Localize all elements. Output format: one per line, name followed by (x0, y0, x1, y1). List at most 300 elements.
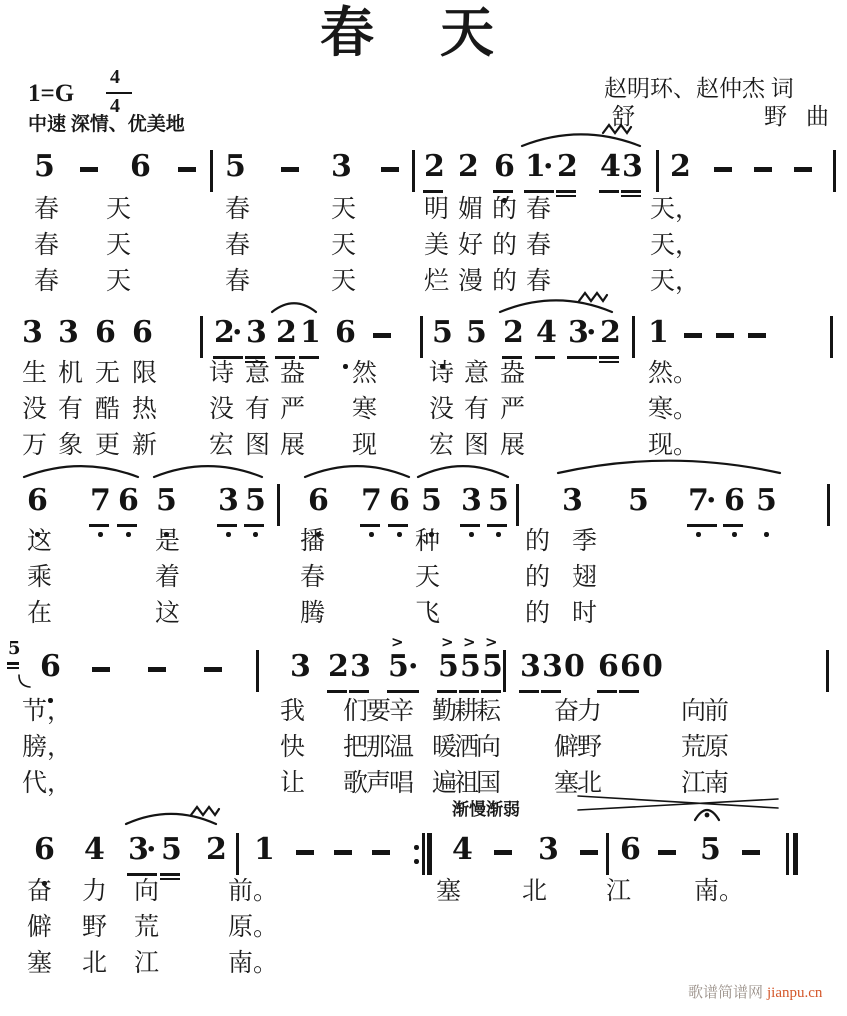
barline (833, 150, 836, 192)
note-number: 5 (438, 649, 459, 684)
dash-note (80, 167, 98, 172)
note (562, 483, 584, 520)
barline (210, 150, 213, 192)
note (648, 315, 670, 352)
note (90, 483, 112, 520)
lyric-char: 天 (106, 268, 132, 295)
dash-note (794, 167, 812, 172)
duration-underline (459, 690, 479, 693)
hairpin-mark (578, 794, 778, 814)
barline (516, 484, 519, 526)
note (438, 633, 460, 686)
lyric-char: 的 (525, 564, 551, 591)
note-number: 2 (600, 315, 621, 350)
note-number: 7 (361, 483, 382, 518)
duration-underline (387, 690, 407, 693)
slur-mark (303, 462, 411, 477)
note-number: 5 (700, 832, 721, 867)
duration-underline (160, 873, 180, 876)
note (308, 483, 330, 520)
duration-underline (145, 873, 157, 876)
watermark-url: jianpu.cn (767, 985, 823, 1001)
lyric-char: 无 (95, 360, 121, 387)
lyric-char: 万 (22, 432, 48, 459)
lyric-char: 耘 (476, 698, 502, 725)
note-number: 4 (600, 149, 621, 184)
note (335, 315, 357, 352)
tempo-expression: 中速 深情、优美地 (28, 114, 185, 135)
lyric-char: 北 (522, 878, 548, 905)
rest-note (642, 649, 664, 686)
note (245, 483, 267, 520)
lyric-char: 温 (389, 734, 415, 761)
note-number: · (232, 315, 243, 350)
lyric-char: 勤 (432, 698, 458, 725)
lyric-char: 没 (22, 396, 48, 423)
note-number: 3 (22, 315, 43, 350)
lyric-char: 的 (525, 600, 551, 627)
dash-note (296, 850, 314, 855)
lyric-char: 辛 (389, 698, 415, 725)
note (628, 483, 650, 520)
note-number: 2 (458, 149, 479, 184)
note (700, 832, 722, 869)
note (328, 649, 350, 686)
lyric-char: 天 (331, 268, 357, 295)
barline (656, 150, 659, 192)
lyric-char: 僻 (27, 914, 53, 941)
lyric-char: 声 (366, 770, 392, 797)
note-number: 6 (40, 649, 61, 684)
note (458, 149, 480, 186)
note (408, 649, 430, 686)
note (494, 149, 516, 186)
duration-underline (619, 690, 639, 693)
duration-underline (535, 356, 555, 359)
note-number: 5 (482, 649, 503, 684)
note-number: 5 (488, 483, 509, 518)
lyric-char: 严 (500, 396, 526, 423)
note-number: 3 (622, 149, 643, 184)
note (331, 149, 353, 186)
note-number: 3 (461, 483, 482, 518)
note (95, 315, 117, 352)
note-number: · (706, 483, 717, 518)
low-octave-dot (764, 532, 769, 537)
lyric-char: 江 (134, 950, 160, 977)
lyric-char: 有 (464, 396, 490, 423)
time-sig-numerator: 4 (110, 66, 120, 88)
note-number: · (543, 149, 554, 184)
duration-underline (481, 690, 501, 693)
barline (503, 650, 506, 692)
lyric-char: 寒。 (648, 396, 699, 423)
lyric-char: 是 (155, 528, 181, 555)
duration-underline (621, 190, 641, 193)
note-number: 5 (756, 483, 777, 518)
lyric-char: 洒 (454, 734, 480, 761)
lyric-char: 乘 (27, 564, 53, 591)
note-number: 5 (225, 149, 246, 184)
barline (827, 484, 830, 526)
lyric-char: 要 (366, 698, 392, 725)
low-octave-dot (397, 532, 402, 537)
lyric-char: 烂 (424, 268, 450, 295)
lyric-char: 春 (526, 196, 552, 223)
lyric-char: 天 (415, 564, 441, 591)
dash-note (334, 850, 352, 855)
lyric-char: 盎 (280, 360, 306, 387)
lyric-char: 图 (245, 432, 271, 459)
lyric-char: 节， (22, 698, 73, 725)
lyric-char: 天 (331, 196, 357, 223)
barline (632, 316, 635, 358)
lyric-char: 向 (476, 734, 502, 761)
note (724, 483, 746, 520)
note (520, 649, 542, 686)
lyric-char: 春 (526, 268, 552, 295)
low-octave-dot (253, 532, 258, 537)
note (246, 315, 268, 352)
low-octave-dot (469, 532, 474, 537)
duration-underline (493, 190, 513, 193)
lyric-char: 媚 (458, 196, 484, 223)
duration-underline (541, 690, 561, 693)
lyric-char: 向 (134, 878, 160, 905)
barline (277, 484, 280, 526)
note-number: 6 (308, 483, 329, 518)
dynamics-label: 渐慢渐弱 (452, 800, 520, 819)
time-signature-bar (106, 92, 132, 94)
lyric-char: 北 (82, 950, 108, 977)
duration-underline (117, 524, 137, 527)
lyric-char: 意 (464, 360, 490, 387)
duration-underline (423, 190, 443, 193)
song-title-char: 天 (440, 3, 494, 63)
note-number: 5 (432, 315, 453, 350)
repeat-barline (414, 833, 432, 875)
lyric-char: 天， (650, 232, 701, 259)
lyric-char: 奋 (27, 878, 53, 905)
duration-underline (621, 195, 641, 198)
lyric-char: 飞 (415, 600, 441, 627)
song-title-char: 春 (320, 3, 374, 63)
note (350, 649, 372, 686)
lyric-char: 天 (106, 196, 132, 223)
duration-underline (127, 873, 147, 876)
low-octave-dot (496, 532, 501, 537)
mordent-mark (190, 804, 220, 818)
note-number: 3 (542, 649, 563, 684)
lyric-char: 好 (458, 232, 484, 259)
lyric-char: 奋 (554, 698, 580, 725)
dash-note (684, 333, 702, 338)
slur-mark (416, 462, 510, 477)
lyric-char: 南 (704, 770, 730, 797)
note-number: 6 (95, 315, 116, 350)
note (276, 315, 298, 352)
note-number: 1 (525, 149, 546, 184)
note-number: · (146, 832, 157, 867)
duration-underline (7, 667, 19, 670)
lyric-char: 没 (429, 396, 455, 423)
note-number: 6 (389, 483, 410, 518)
slur-mark (556, 456, 782, 473)
barline (412, 150, 415, 192)
note-number: 5 (628, 483, 649, 518)
dash-note (754, 167, 772, 172)
note (482, 633, 504, 686)
note-number: 2 (424, 149, 445, 184)
note-number: 2 (328, 649, 349, 684)
duration-underline (231, 356, 243, 359)
note-number: 3 (58, 315, 79, 350)
lyric-char: 耕 (454, 698, 480, 725)
lyric-char: 然。 (648, 360, 699, 387)
dash-note (281, 167, 299, 172)
accent-mark: > (485, 633, 498, 651)
lyric-char: 着 (155, 564, 181, 591)
note (34, 149, 56, 186)
duration-underline (244, 524, 264, 527)
note (452, 832, 474, 869)
note (620, 832, 642, 869)
note (27, 483, 49, 520)
duration-underline (245, 356, 265, 359)
duration-underline (388, 524, 408, 527)
note (206, 832, 228, 869)
lyric-char: 天， (650, 268, 701, 295)
lyric-char: 那 (366, 734, 392, 761)
note (421, 483, 443, 520)
note-number: 3 (520, 649, 541, 684)
lyric-char: 腾 (300, 600, 326, 627)
barline (826, 650, 829, 692)
lyric-char: 这 (27, 528, 53, 555)
dash-note (148, 667, 166, 672)
note-number: 0 (642, 649, 663, 684)
mordent-mark (602, 122, 632, 136)
lyric-char: 诗 (429, 360, 455, 387)
note (300, 315, 322, 352)
note-number: 4 (452, 832, 473, 867)
duration-underline (213, 356, 233, 359)
lyric-char: 野 (82, 914, 108, 941)
duration-underline (299, 356, 319, 359)
note-number: 3 (350, 649, 371, 684)
lyric-char: 种 (415, 528, 441, 555)
lyric-char: 前 (704, 698, 730, 725)
lyric-char: 有 (245, 396, 271, 423)
dash-note (92, 667, 110, 672)
note (600, 149, 622, 186)
lyric-char: 力 (577, 698, 603, 725)
note-number: 6 (620, 649, 641, 684)
lyric-char: 僻 (554, 734, 580, 761)
note-number: 6 (724, 483, 745, 518)
note (34, 832, 56, 869)
duration-underline (7, 662, 19, 665)
note (536, 315, 558, 352)
lyric-char: 春 (225, 196, 251, 223)
note-number: 6 (335, 315, 356, 350)
lyric-char: 的 (525, 528, 551, 555)
lyric-char: 唱 (389, 770, 415, 797)
lyric-char: 南。 (228, 950, 279, 977)
duration-underline (599, 356, 619, 359)
slur-mark (152, 462, 264, 477)
key-signature: 1=G (28, 80, 75, 107)
lyric-char: 们 (343, 698, 369, 725)
lyric-char: 限 (132, 360, 158, 387)
lyric-char: 盎 (500, 360, 526, 387)
barline (256, 650, 259, 692)
note-number: 1 (300, 315, 321, 350)
note-number: 2 (206, 832, 227, 867)
lyric-char: 遍 (432, 770, 458, 797)
lyric-char: 更 (95, 432, 121, 459)
time-sig-denominator: 4 (110, 95, 120, 117)
slur-mark (270, 300, 318, 312)
note-number: 6 (34, 832, 55, 867)
note-number: 7 (90, 483, 111, 518)
note-number: 6 (494, 149, 515, 184)
barline (236, 833, 239, 875)
note (542, 649, 564, 686)
note (156, 483, 178, 520)
note-number: 5 (421, 483, 442, 518)
note (225, 149, 247, 186)
dash-note (373, 333, 391, 338)
note (218, 483, 240, 520)
note-number: 6 (620, 832, 641, 867)
duration-underline (160, 878, 180, 881)
duration-underline (275, 356, 295, 359)
note-number: 2 (670, 149, 691, 184)
duration-underline (556, 195, 576, 198)
lyric-char: 没 (209, 396, 235, 423)
dash-note (658, 850, 676, 855)
lyric-char: 江 (606, 878, 632, 905)
note (460, 633, 482, 686)
note (620, 649, 642, 686)
duration-underline (327, 690, 347, 693)
duration-underline (599, 361, 619, 364)
lyric-char: 把 (343, 734, 369, 761)
dash-note (204, 667, 222, 672)
note-number: 5 (8, 638, 21, 659)
lyric-char: 江 (681, 770, 707, 797)
note (58, 315, 80, 352)
lyric-char: 现。 (648, 432, 699, 459)
note (488, 483, 510, 520)
lyric-char: 天， (650, 196, 701, 223)
barline (420, 316, 423, 358)
lyric-char: 膀， (22, 734, 73, 761)
duration-underline (585, 356, 597, 359)
duration-underline (437, 690, 457, 693)
note-number: 3 (331, 149, 352, 184)
lyric-char: 在 (27, 600, 53, 627)
duration-underline (407, 690, 419, 693)
note-number: 3 (290, 649, 311, 684)
lyric-char: 荒 (134, 914, 160, 941)
low-octave-dot (226, 532, 231, 537)
note (361, 483, 383, 520)
lyric-char: 我 (280, 698, 306, 725)
note-number: · (408, 649, 419, 684)
note-number: 6 (132, 315, 153, 350)
lyric-char: 国 (476, 770, 502, 797)
note (432, 315, 454, 352)
duration-underline (487, 524, 507, 527)
ghook-mark (16, 674, 46, 688)
lyric-char: 漫 (458, 268, 484, 295)
duration-underline (542, 190, 554, 193)
note (670, 149, 692, 186)
lyric-char: 热 (132, 396, 158, 423)
lyric-char: 南。 (694, 878, 745, 905)
note (598, 649, 620, 686)
lyric-char: 的 (492, 196, 518, 223)
lyric-char: 春 (34, 196, 60, 223)
note (388, 633, 410, 686)
note-number: 3 (538, 832, 559, 867)
duration-underline (349, 690, 369, 693)
note-number: 3 (218, 483, 239, 518)
duration-underline (556, 190, 576, 193)
lyric-char: 展 (280, 432, 306, 459)
note (466, 315, 488, 352)
note-number: 3 (568, 315, 589, 350)
composer-char: 曲 (806, 104, 829, 129)
final-barline (786, 833, 800, 875)
lyric-char: 野 (577, 734, 603, 761)
lyric-char: 快 (280, 734, 306, 761)
watermark-site: 歌谱简谱网 (688, 985, 764, 1001)
lyric-char: 明 (424, 196, 450, 223)
lyric-char: 代， (22, 770, 73, 797)
note-number: 3 (246, 315, 267, 350)
lyric-char: 图 (464, 432, 490, 459)
note-number: 2 (503, 315, 524, 350)
lyric-char: 的 (492, 268, 518, 295)
note (503, 315, 525, 352)
lyric-char: 时 (572, 600, 598, 627)
dash-note (748, 333, 766, 338)
note-number: 5 (156, 483, 177, 518)
dash-note (372, 850, 390, 855)
lyric-char: 塞 (27, 950, 53, 977)
lyric-char: 象 (58, 432, 84, 459)
lyric-char: 春 (225, 232, 251, 259)
note (130, 149, 152, 186)
composer-char: 舒 (612, 104, 635, 129)
note-number: 5 (161, 832, 182, 867)
lyric-char: 春 (300, 564, 326, 591)
note-number: 5 (245, 483, 266, 518)
note-number: 2 (276, 315, 297, 350)
lyric-char: 展 (500, 432, 526, 459)
dash-note (714, 167, 732, 172)
note (22, 315, 44, 352)
composer-char: 野 (764, 104, 787, 129)
note (84, 832, 106, 869)
low-octave-dot (126, 532, 131, 537)
note-number: 6 (118, 483, 139, 518)
duration-underline (687, 524, 707, 527)
lyric-char: 宏 (209, 432, 235, 459)
